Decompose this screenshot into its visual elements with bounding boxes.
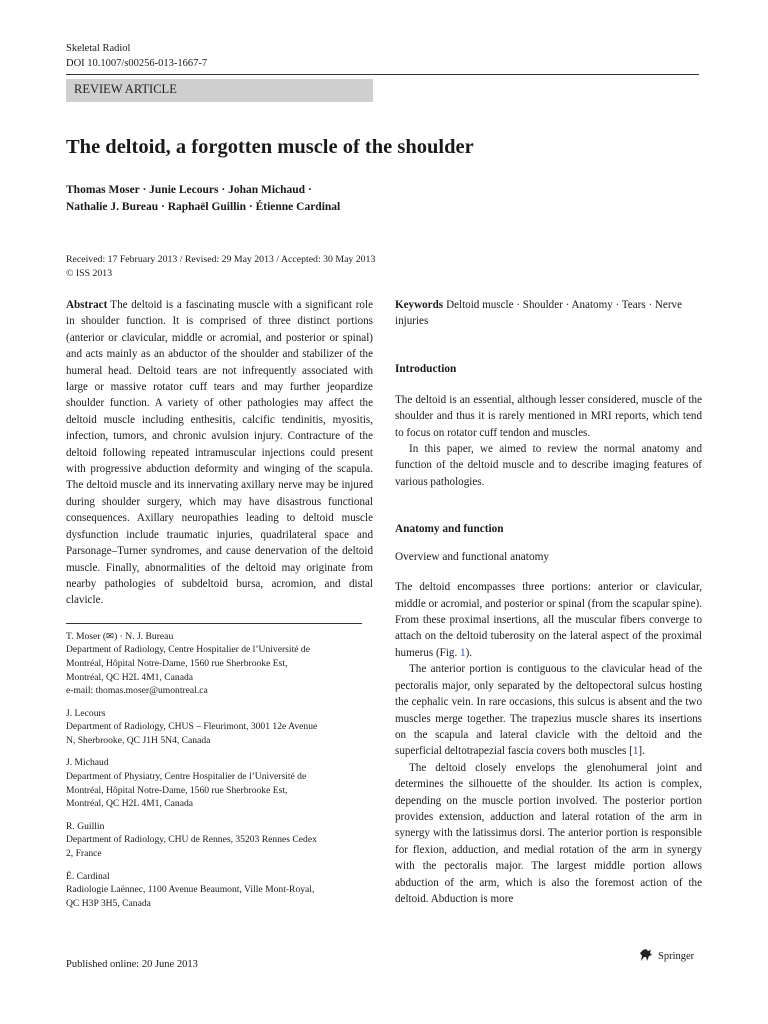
affiliation-block [66, 870, 373, 911]
article-type-label: REVIEW ARTICLE [66, 79, 373, 102]
article-title: The deltoid, a forgotten muscle of the shoulder [66, 136, 474, 158]
header-rule [66, 74, 699, 75]
affiliation-line: Radiologie Laënnec, 1100 Avenue Beaumont, Ville Mont-Royal, [66, 884, 315, 896]
affiliation-line: É. Cardinal [66, 870, 110, 882]
affiliation-line: QC H3P 3H5, Canada [66, 897, 151, 909]
published-date: Published online: 20 June 2013 [66, 959, 198, 970]
right-column [395, 297, 702, 907]
affiliation-line: Montréal, QC H2L 4M1, Canada [66, 798, 194, 810]
anatomy-heading: Anatomy and function [395, 523, 504, 536]
affiliation-line: Department of Radiology, CHUS – Fleurimont, 3001 12e Avenue [66, 721, 318, 733]
affiliations [66, 630, 373, 911]
affiliation-line: N, Sherbrooke, QC J1H 5N4, Canada [66, 734, 211, 746]
history-dates: Received: 17 February 2013 / Revised: 29 May 2013 / Accepted: 30 May 2013 [66, 254, 376, 265]
affiliation-line: Department of Physiatry, Centre Hospitalier de l’Université de [66, 771, 307, 783]
affiliation-rule [66, 623, 362, 624]
keywords [395, 297, 702, 330]
affiliation-line: J. Lecours [66, 707, 106, 719]
author-line-2: Nathalie J. Bureau · Raphaël Guillin · Étienne Cardinal [66, 201, 341, 213]
abstract-text: The deltoid is a fascinating muscle with a significant role in shoulder function. It is comprised of three distinct portions (anterior or clavicular, middle or acromial, and posterior or spinal) and acts mainly as an abductor of the shoulder and stabilizer of the humeral head. Deltoid tears are not infrequently associated with large or massive rotator cuff tears and may further jeopardize shoulder function. A variety of other pathologies may affect the deltoid muscle including enthesitis, calcific tendinitis, myositis, infection, tumors, and chronic avulsion injury. Contracture of the deltoid following repeated intramuscular injections could present with progressive abduction deformity and winging of the scapula. The deltoid muscle and its innervating axillary nerve may be injured during shoulder surgery, which may have disastrous functional consequences. Axillary neuropathies leading to deltoid muscle dysfunction include traumatic injuries, quadrilateral space and Parsonage–Turner syndromes, and cause denervation of the deltoid muscle. Finally, abnormalities of the deltoid may originate from nearby pathologies of subdeltoid bursa, acromion, and distal clavicle. [66, 299, 373, 607]
affiliation-line: T. Moser (✉) · N. J. Bureau [66, 630, 174, 642]
keywords-text: Deltoid muscle · Shoulder · Anatomy · Tears · Nerve injuries [395, 299, 683, 328]
copyright: © ISS 2013 [66, 268, 113, 279]
affiliation-line: Department of Radiology, CHU de Rennes, 35203 Rennes Cedex [66, 834, 317, 846]
abstract [66, 297, 373, 609]
doi[interactable]: DOI 10.1007/s00256-013-1667-7 [66, 58, 208, 69]
affiliation-block [66, 756, 373, 810]
anatomy-subheading: Overview and functional anatomy [395, 551, 550, 564]
affiliation-line: Montréal, QC H2L 4M1, Canada [66, 671, 194, 683]
affiliation-block [66, 707, 373, 748]
author-line-1: Thomas Moser · Junie Lecours · Johan Michaud · [66, 184, 312, 196]
publisher-name: Springer [658, 951, 695, 962]
citation-reference[interactable]: 1 [632, 745, 639, 758]
journal-header [66, 41, 207, 71]
journal-name: Skeletal Radiol [66, 43, 131, 54]
anatomy-paragraph: The deltoid closely envelops the glenohumeral joint and determines the silhouette of the shoulder. Its action is complex, depending on the muscle portion involved. The posterior portion provides extension, adduction and lateral rotation of the arm in synergy with the latissimus dorsi. The anterior portion is responsible for flexion, adduction, and medial rotation of the arm in synergy with the pectoralis major. The largest middle portion allows abduction of the arm, which is also the foremost action of the deltoid. Abduction is more [395, 761, 702, 905]
introduction-heading: Introduction [395, 362, 457, 375]
springer-horse-icon [638, 948, 654, 965]
paragraph-text: The deltoid encompasses three portions: anterior or clavicular, middle or acromial, and posterior or spinal (from the scapular spine). From these proximal insertions, all the muscular fibers converge to attach on the deltoid tuberosity on the lateral aspect of the proximal humerus (Fig. [395, 581, 702, 659]
anatomy-paragraph [395, 661, 702, 759]
email-link[interactable]: e-mail: thomas.moser@umontreal.ca [66, 685, 208, 697]
affiliation-line: J. Michaud [66, 757, 109, 769]
affiliation-line: 2, France [66, 848, 102, 860]
affiliation-block [66, 820, 373, 861]
introduction-paragraph: The deltoid is an essential, although lesser considered, muscle of the shoulder and thus it is rarely mentioned in MRI reports, which tend to focus on rotator cuff tendon and muscles. [395, 393, 702, 439]
paragraph-text: The anterior portion is contiguous to the clavicular head of the pectoralis major, only separated by the deltopectoral sulcus hosting the cephalic vein. In rare occasions, this sulcus is absent and the two muscles merge together. The trapezius muscle shares its insertions on the scapula and lateral clavicle with the deltoid and the superficial deltotrapezial fascia covers both muscles [ [395, 663, 702, 758]
affiliation-line: Montréal, Hôpital Notre-Dame, 1560 rue Sherbrooke Est, [66, 784, 288, 796]
introduction-paragraph: In this paper, we aimed to review the normal anatomy and function of the deltoid muscle and to describe imaging features of various pathologies. [395, 443, 702, 488]
publisher-logo [638, 948, 694, 965]
paragraph-text: ). [465, 646, 473, 659]
article-history [66, 253, 375, 281]
affiliation-line: Department of Radiology, Centre Hospitalier de l’Université de [66, 644, 310, 656]
affiliation-block [66, 630, 373, 698]
figure-reference[interactable]: 1 [460, 646, 466, 659]
keywords-label: Keywords [395, 299, 444, 311]
affiliation-line: R. Guillin [66, 820, 105, 832]
left-column [66, 297, 373, 910]
anatomy-paragraph [395, 579, 702, 661]
abstract-label: Abstract [66, 299, 108, 311]
author-list [66, 182, 340, 216]
paragraph-text: ]. [638, 745, 645, 758]
affiliation-line: Montréal, Hôpital Notre-Dame, 1560 rue Sherbrooke Est, [66, 657, 288, 669]
